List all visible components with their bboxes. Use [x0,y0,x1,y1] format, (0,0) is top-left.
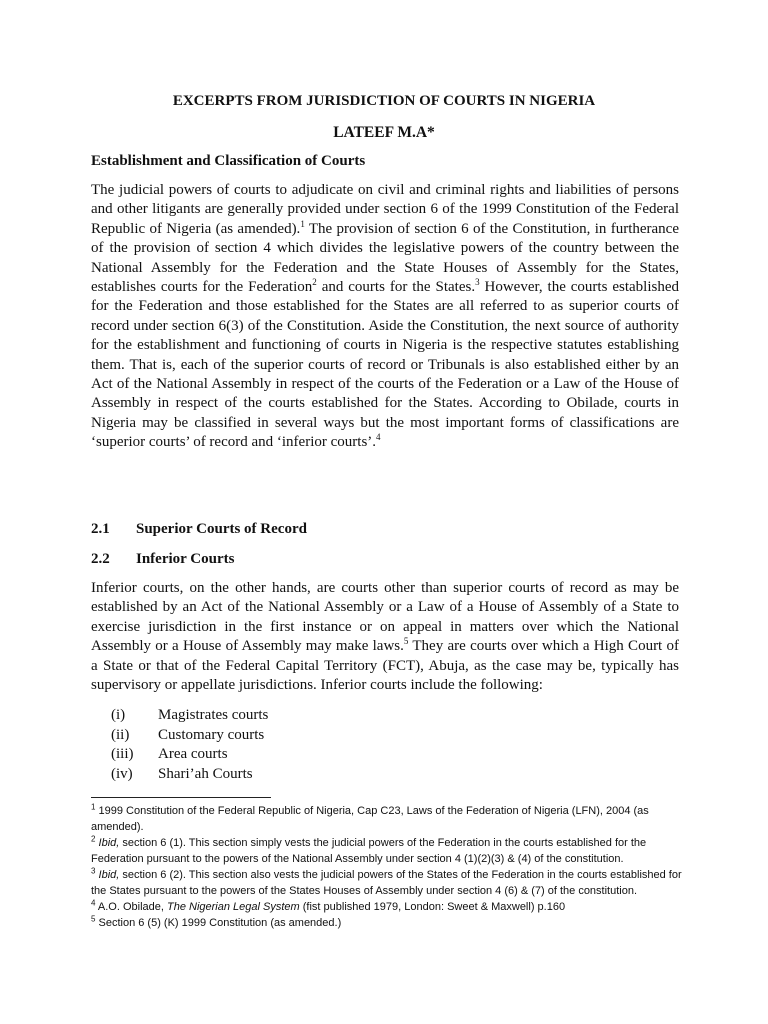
footnote-ref-4: 4 [376,432,381,443]
footnote-ref-5: 5 [403,636,409,647]
document-title: EXCERPTS FROM JURISDICTION OF COURTS IN NIGERIA [172,93,596,109]
section-2-1-heading [91,521,307,538]
footnote-ref-3: 3 [475,277,480,288]
section-title: Superior Courts of Record [136,521,307,537]
section-heading: Establishment and Classification of Courts [91,153,366,169]
section-number: 2.1 [91,521,110,537]
footnote-ref-2: 2 [312,277,317,288]
paragraph-inferior-courts: Inferior courts, on the other hands, are courts other than superior courts of record as may be established by an Act of the National Assembly or a Law of a House of Assembly of a State to exercise jurisdiction in the first instance or on appeal in matters over which the National Assembly or a House of Assembly may make laws.$^5$ They are courts over which a High Court of a State or that of the Federal Capital Territory (FCT), Abuja, as the case may be, typically has supervisory or appellate jurisdictions. Inferior courts include the following: [91,580,679,694]
document-author: LATEEF M.A* [333,124,435,141]
section-2-2-heading [91,551,234,568]
footnote-5: $^5$ Section 6 (5) (K) 1999 Constitution (as amended.) [91,914,342,929]
footnote-4: $^4$ A.O. Obilade, The Nigerian Legal System (fist published 1979, London: Sweet & Maxwell) p.160 [91,898,566,913]
paragraph-establishment: The judicial powers of courts to adjudicate on civil and criminal rights and liabilities of persons and other litigants are generally provided under section 6 of the 1999 Constitution of the Federal Republic of Nigeria (as amended).$^1$ The provision of section 6 of the Constitution, in furtherance of the provision of section 4 which divides the legislative powers of the country between the National Assembly for the Federation and the State Houses of Assembly for the States, establishes courts for the Federation$^2$ and courts for the States.$^3$ However, the courts established for the Federation and those established for the States are all referred to as superior courts of record under section 6(3) of the Constitution. Aside the Constitution, the next source of authority for the establishment and functioning of courts in Nigeria is the respective statutes establishing them. That is, each of the superior courts of record or Tribunals is also established either by an Act of the National Assembly in respect of the courts of the Federation or a Law of the House of Assembly in respect of the courts established for the States. According to Obilade, courts in Nigeria may be classified in several ways but the most important forms of classifications are ‘superior courts’ of record and ‘inferior courts’.$^4$ [91,182,679,451]
list-item: (iv) Shari’ah Courts [111,765,253,782]
footnote-3: $^3$ Ibid, section 6 (2). This section also vests the judicial powers of the States of the Federation in the courts established for the States pursuant to the powers of the States Houses of Assembly under section 4 (6) & (7) of the constitution. [91,866,682,897]
footnote-separator [91,797,271,798]
inferior-courts-list [111,706,268,784]
section-title: Inferior Courts [136,551,235,567]
footnote-ref-1: 1 [300,218,305,229]
list-item: (ii) Customary courts [111,726,265,743]
footnote-1: $^1$ 1999 Constitution of the Federal Republic of Nigeria, Cap C23, Laws of the Federation of Nigeria (LFN), 2004 (as amended). [91,802,649,833]
footnote-2: $^2$ Ibid, section 6 (1). This section simply vests the judicial powers of the Federation in the courts established for the Federation pursuant to the powers of the National Assembly under section 4 (1)(2)(3) & (4) of the constitution. [91,834,647,865]
list-item: (iii) Area courts [111,746,228,763]
list-item: (i) Magistrates courts [111,707,269,723]
section-number: 2.2 [91,551,110,567]
